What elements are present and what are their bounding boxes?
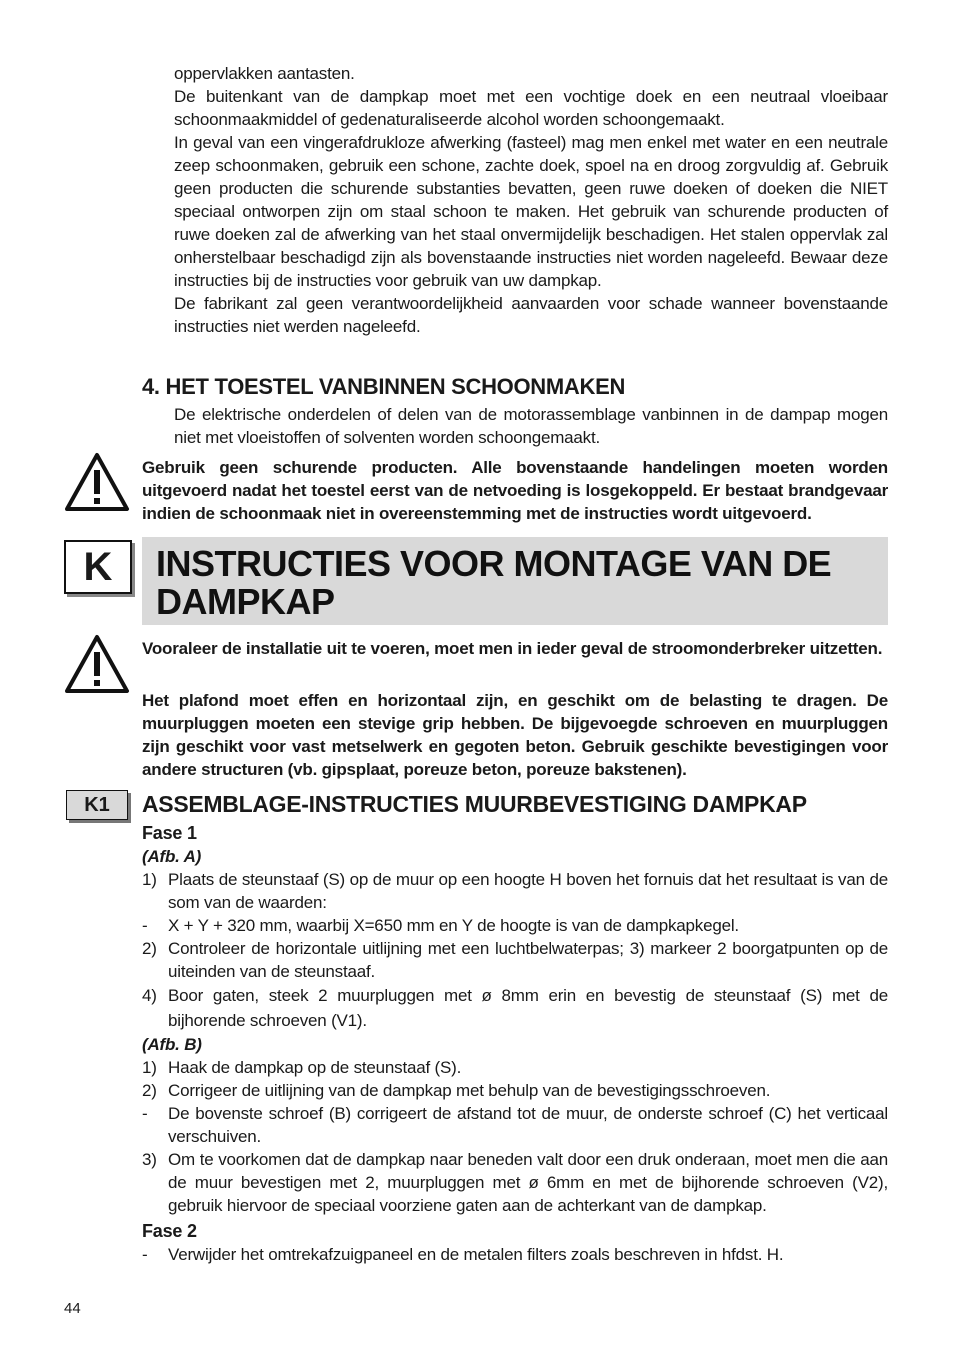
list-item: 1) Plaats de steunstaaf (S) op de muur op een hoogte H boven het fornuis dat het resultaat is van de som van de waarden: xyxy=(142,870,888,912)
steps-a-list xyxy=(142,868,888,1033)
paragraph: In geval van een vingerafdrukloze afwerking (fasteel) mag men enkel met water en een neutrale zeep schoonmaken, gebruik een schone, zachte doek, spoel na en droog zorgvuldig af. Gebruik geen producten die schurende substanties bevatten, geen ruwe doeken of doeken die NIET speciaal ontworpen zijn om staal schoon te maken. Het gebruik van schurende producten of ruwe doeken zal de afwerking van het staal onvermijdelijk beschadigen. Het stalen oppervlak zal onherstelbaar beschadigd zijn als bovenstaande instructies niet worden nageleefd. Bewaar deze instructies bij de instructies voor gebruik van uw dampkap. xyxy=(174,133,888,290)
intro-paragraphs xyxy=(174,62,888,338)
warning-text: Gebruik geen schurende producten. Alle bovenstaande handelingen moeten worden uitgevoerd nadat het toestel eerst van de netvoeding is losgekoppeld. Er bestaat brandgevaar indien de schoonmaak niet in overeenstemming met de instructies wordt uitgevoerd. xyxy=(142,458,888,523)
list-item: 2) Controleer de horizontale uitlijning met een luchtbelwaterpas; 3) markeer 2 boorgatpunten op de uiteinden van de steunstaaf. xyxy=(142,939,888,981)
section-heading: 4. HET TOESTEL VANBINNEN SCHOONMAKEN xyxy=(142,374,626,399)
steps-b-list xyxy=(142,1056,888,1217)
fase-1-label: Fase 1 xyxy=(142,823,197,843)
list-item: 1) Haak de dampkap op de steunstaaf (S). xyxy=(142,1058,462,1077)
chapter-title-line2: DAMPKAP xyxy=(156,581,335,622)
chapter-title xyxy=(142,537,888,621)
chapter-letter-badge: K xyxy=(64,540,132,594)
section-text: De elektrische onderdelen of delen van de motorassemblage vanbinnen in de dampap mogen niet met vloeistoffen of solventen worden schoongemaakt. xyxy=(174,405,888,447)
fase-2-label: Fase 2 xyxy=(142,1221,197,1241)
list-item: - X + Y + 320 mm, waarbij X=650 mm en Y de hoogte is van de dampkapkegel. xyxy=(142,916,739,935)
chapter-title-line1: INSTRUCTIES VOOR MONTAGE VAN DE xyxy=(156,543,832,584)
subsection-heading: ASSEMBLAGE-INSTRUCTIES MUURBEVESTIGING DAMPKAP xyxy=(142,791,807,817)
steps-c-list xyxy=(142,1243,888,1266)
paragraph: De fabrikant zal geen verantwoordelijkheid aanvaarden voor schade wanneer bovenstaande instructies niet werden nageleefd. xyxy=(174,294,888,336)
subsection-badge: K1 xyxy=(66,790,128,820)
chapter-warning-1: Vooraleer de installatie uit te voeren, moet men in ieder geval de stroomonderbreker uitzetten. xyxy=(142,639,883,658)
page-number: 44 xyxy=(64,1300,81,1317)
warning-triangle-icon xyxy=(64,452,130,512)
paragraph: De buitenkant van de dampkap moet met een vochtige doek en een neutraal vloeibaar schoonmaakmiddel of gedenaturaliseerde alcohol worden schoongemaakt. xyxy=(174,87,888,129)
list-item: - De bovenste schroef (B) corrigeert de afstand tot de muur, de onderste schroef (C) het verticaal verschuiven. xyxy=(142,1104,888,1146)
paragraph: oppervlakken aantasten. xyxy=(174,64,355,83)
k1-content xyxy=(142,822,888,1266)
afb-a-label: (Afb. A) xyxy=(142,847,202,866)
list-item: - Verwijder het omtrekafzuigpaneel en de metalen filters zoals beschreven in hfdst. H. xyxy=(142,1245,784,1264)
chapter-warning-2: Het plafond moet effen en horizontaal zijn, en geschikt om de belasting te dragen. De muurpluggen moeten een stevige grip hebben. De bijgevoegde schroeven en muurpluggen zijn geschikt voor vast metselwerk en gegoten beton. Gebruik geschikte bevestigingen voor andere structuren (vb. gipsplaat, poreuze beton, poreuze bakstenen). xyxy=(142,691,888,779)
list-item: 3) Om te voorkomen dat de dampkap naar beneden valt door een druk onderaan, moet men die aan de muur bevestigen met 2, muurpluggen met ø 6mm en met de bijhorende schroeven (V2), gebruik hiervoor de speciaal voorziene gaten aan de achterkant van de dampkap. xyxy=(142,1150,888,1215)
warning-triangle-icon xyxy=(64,634,130,694)
list-item: 4) Boor gaten, steek 2 muurpluggen met ø 8mm erin en bevestig de steunstaaf (S) met de bijhorende schroeven (V1). xyxy=(142,986,888,1030)
chapter-title-band xyxy=(142,537,888,625)
list-item: 2) Corrigeer de uitlijning van de dampkap met behulp van de bevestigingsschroeven. xyxy=(142,1081,771,1100)
afb-b-label: (Afb. B) xyxy=(142,1035,202,1054)
